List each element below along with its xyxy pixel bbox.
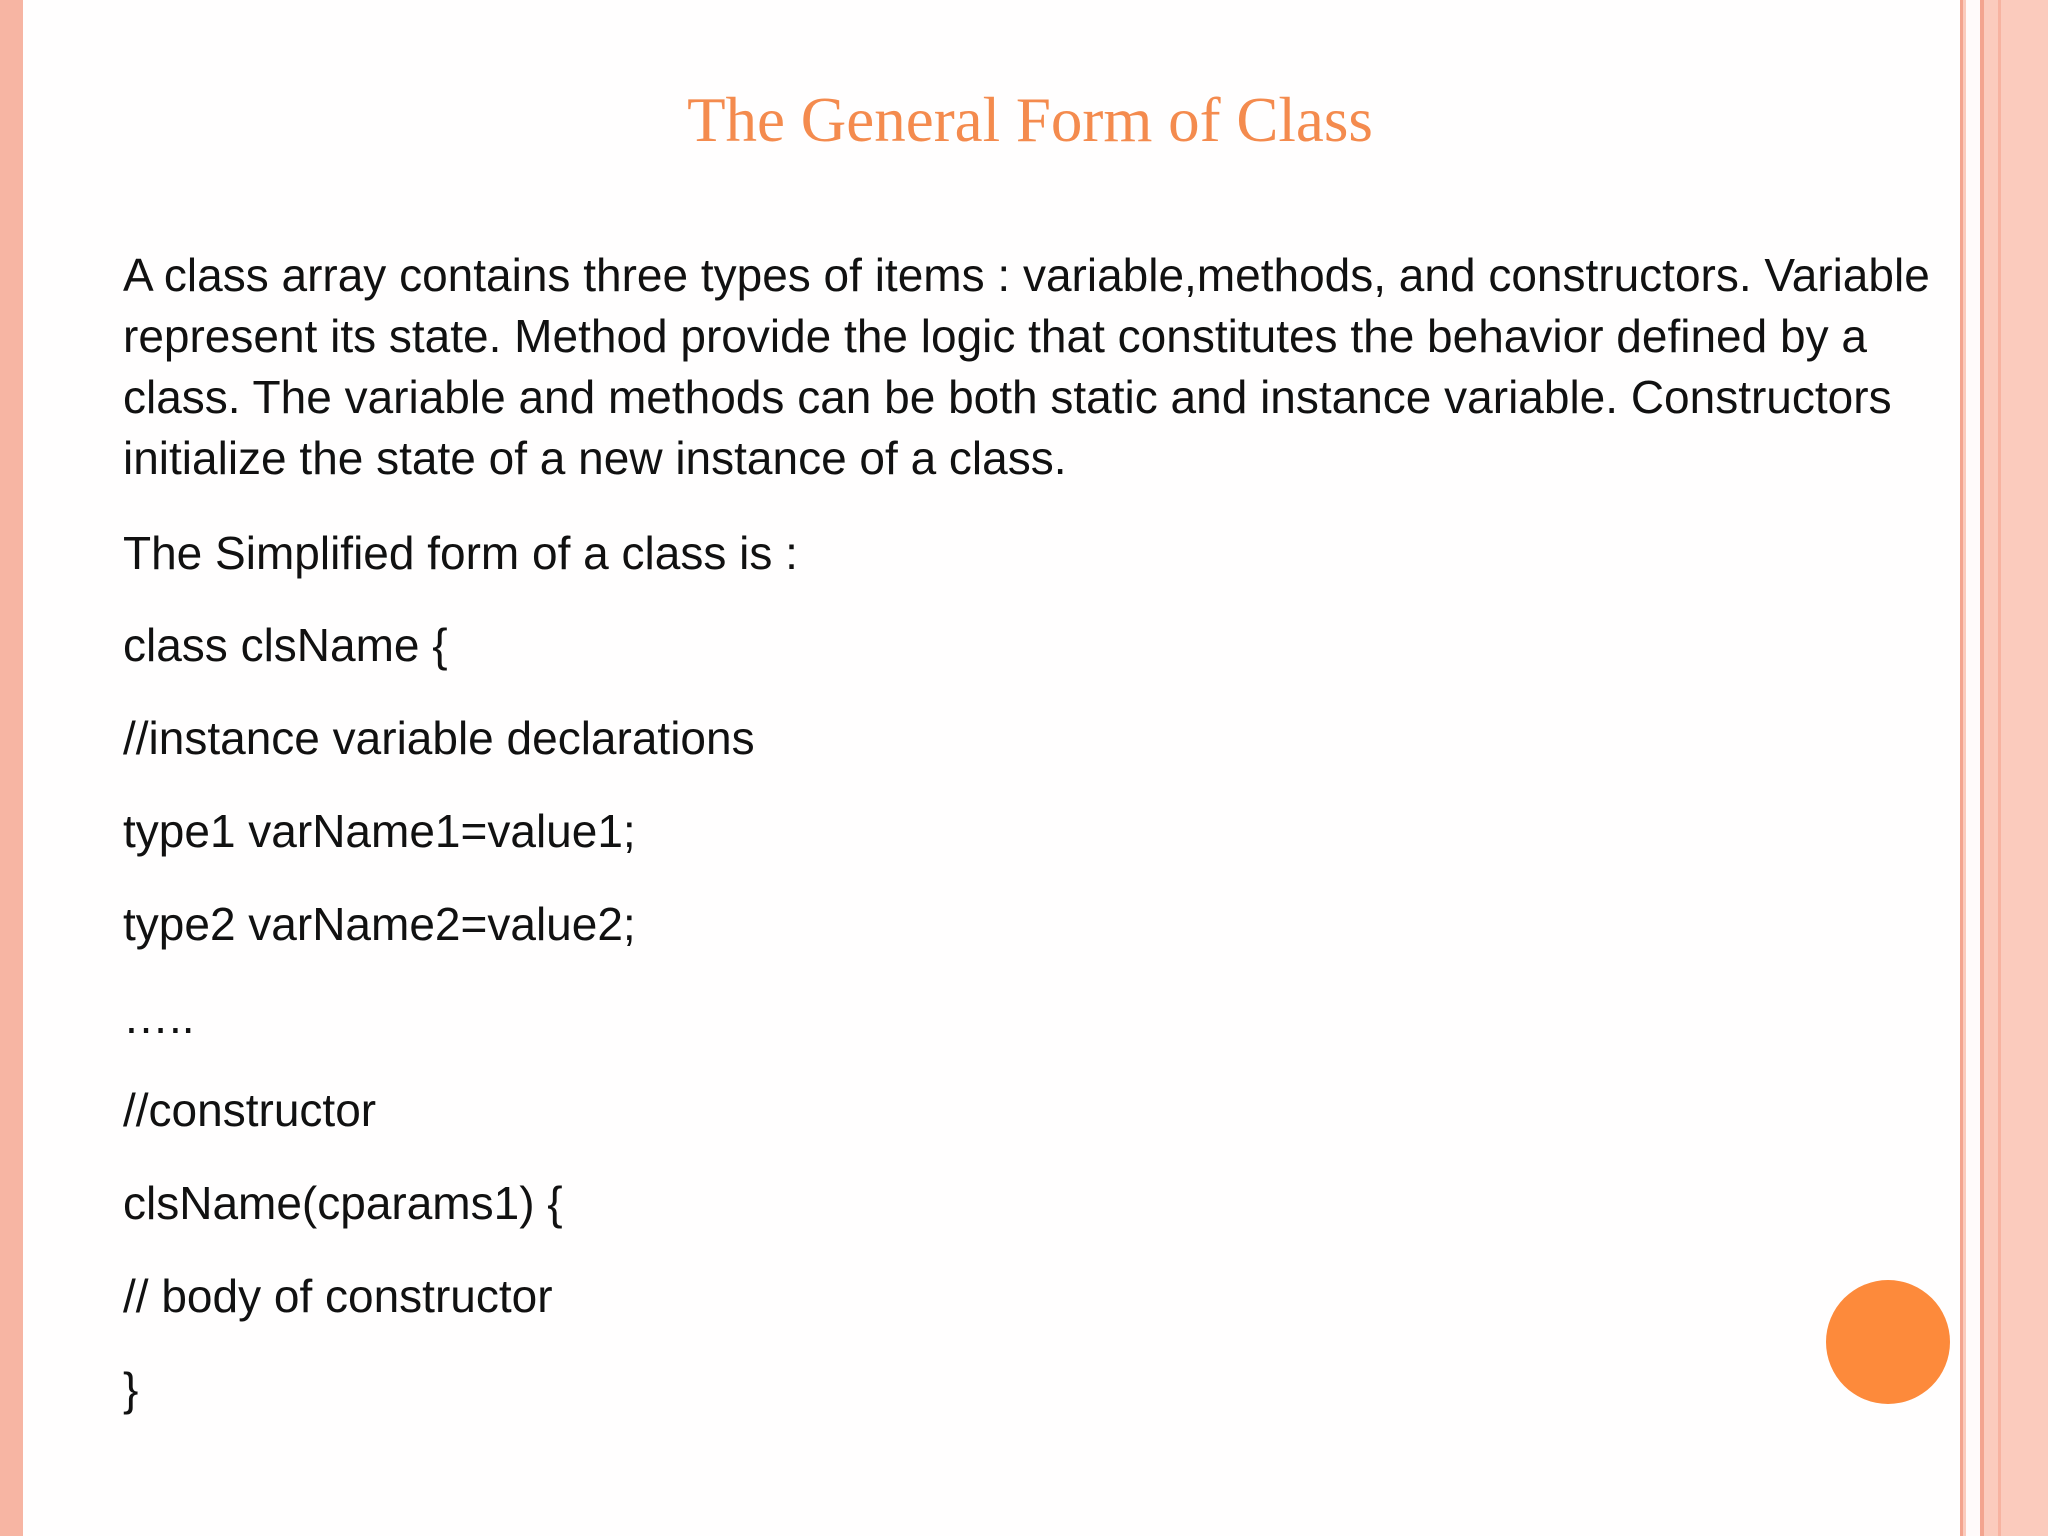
simplified-form-heading: The Simplified form of a class is : xyxy=(123,527,798,579)
code-line: clsName(cparams1) { xyxy=(123,1177,563,1229)
orange-circle-decoration xyxy=(1826,1280,1950,1404)
code-line: //instance variable declarations xyxy=(123,712,755,764)
intro-paragraph: A class array contains three types of items : variable,methods, and constructors. Variable represent its state. Method provide the logic that constitutes the behavior defined by a class. The variable and methods can be both static and instance variable. Constructors initialize the state of a new instance of a class. xyxy=(123,249,1930,484)
code-line: type2 varName2=value2; xyxy=(123,898,636,950)
code-line: //constructor xyxy=(123,1084,377,1136)
code-line: ….. xyxy=(123,991,195,1043)
code-line: class clsName { xyxy=(123,619,448,671)
right-border-gap xyxy=(1966,0,1980,1536)
right-border-line xyxy=(1960,0,1963,1536)
right-border-line xyxy=(1980,0,1984,1536)
code-line: // body of constructor xyxy=(123,1270,553,1322)
code-line: type1 varName1=value1; xyxy=(123,805,636,857)
right-border-line xyxy=(1998,0,2001,1536)
left-border-stripe xyxy=(0,0,23,1536)
slide-title: The General Form of Class xyxy=(687,85,1373,155)
code-line: } xyxy=(123,1363,139,1415)
